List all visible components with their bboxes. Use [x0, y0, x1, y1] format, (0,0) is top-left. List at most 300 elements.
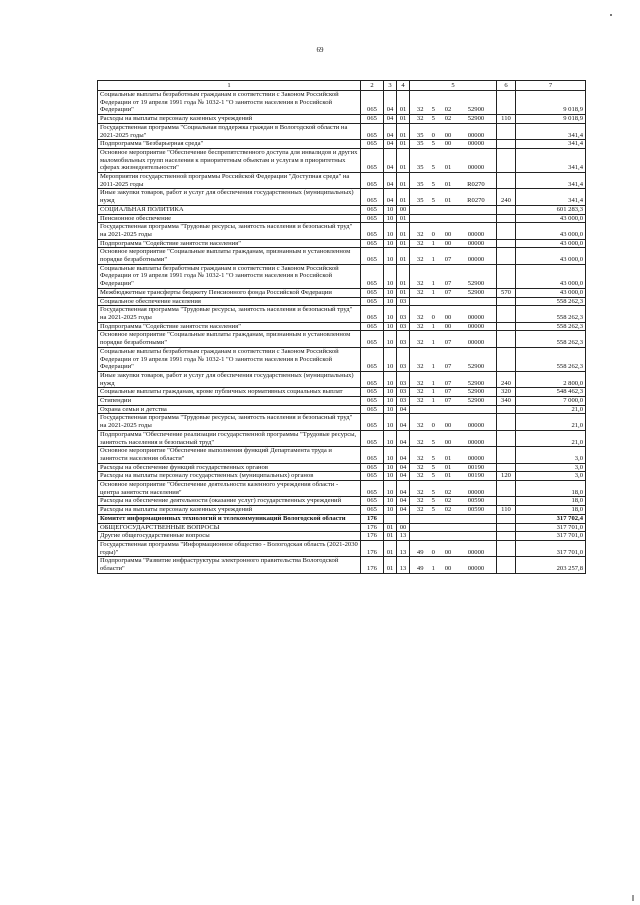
program-code-part: 5: [431, 463, 435, 471]
row-program-code: [410, 463, 497, 472]
row-ministry-code: 065: [361, 347, 384, 371]
row-amount: 43 000,0: [516, 214, 586, 223]
row-program-code: [410, 91, 497, 115]
scan-mark: [632, 895, 634, 901]
row-program-code: [410, 115, 497, 124]
program-code-part: 5: [431, 197, 435, 205]
row-program-code: [410, 481, 497, 497]
row-program-code: [410, 472, 497, 481]
program-code-part: 35: [416, 131, 424, 139]
row-name: Расходы на выплаты персоналу казенных учреждений: [98, 506, 361, 515]
row-ministry-code: 065: [361, 123, 384, 139]
row-section-code: 10: [384, 405, 397, 414]
program-code-part: 07: [444, 397, 452, 405]
row-amount: 601 283,3: [516, 205, 586, 214]
program-code-part: 32: [416, 363, 424, 371]
row-amount: 21,0: [516, 414, 586, 430]
row-section-code: 01: [384, 540, 397, 556]
row-amount: 341,4: [516, 148, 586, 172]
table-row: [98, 532, 586, 541]
row-ministry-code: 176: [361, 514, 384, 523]
row-amount: 341,4: [516, 173, 586, 189]
row-expense-type: [497, 405, 516, 414]
row-ministry-code: 176: [361, 532, 384, 541]
program-code-part: 1: [431, 280, 435, 288]
row-ministry-code: 065: [361, 223, 384, 239]
header-cell: 3: [384, 81, 397, 91]
row-subsection-code: 01: [397, 223, 410, 239]
row-ministry-code: 065: [361, 189, 384, 205]
row-name: Социальные выплаты безработным гражданам в соответствии с Законом Российской Федерации от 19 апреля 1991 года № 1032-1 "О занятости населения в Российской Федерации": [98, 264, 361, 288]
row-section-code: 10: [384, 472, 397, 481]
program-code-part: 01: [444, 472, 452, 480]
row-name: Подпрограмма "Содействие занятости населения": [98, 322, 361, 331]
row-expense-type: [497, 223, 516, 239]
program-code-part: 32: [416, 115, 424, 123]
program-code-part: 02: [444, 115, 452, 123]
program-code-part: 1: [431, 388, 435, 396]
program-code-part: 32: [416, 422, 424, 430]
row-subsection-code: 03: [397, 347, 410, 371]
row-amount: 558 262,3: [516, 331, 586, 347]
program-code-part: 32: [416, 472, 424, 480]
row-expense-type: 570: [497, 288, 516, 297]
row-name: Иные закупки товаров, работ и услуг для обеспечения государственных (муниципальных) нужд: [98, 189, 361, 205]
program-code-part: 32: [416, 463, 424, 471]
row-section-code: 10: [384, 414, 397, 430]
row-ministry-code: 065: [361, 506, 384, 515]
header-cell: 2: [361, 81, 384, 91]
row-name: Социальные выплаты гражданам, кроме публичных нормативных социальных выплат: [98, 388, 361, 397]
program-code-part: 01: [444, 164, 452, 172]
row-amount: 2 800,0: [516, 371, 586, 387]
row-expense-type: [497, 532, 516, 541]
row-amount: 43 000,0: [516, 288, 586, 297]
row-expense-type: [497, 322, 516, 331]
program-code-part: 07: [444, 256, 452, 264]
row-name: Межбюджетные трансферты бюджету Пенсионного фонда Российской Федерации: [98, 288, 361, 297]
program-code-part: 00000: [467, 454, 485, 462]
row-subsection-code: 01: [397, 123, 410, 139]
row-expense-type: 340: [497, 397, 516, 406]
row-section-code: 10: [384, 264, 397, 288]
row-subsection-code: 01: [397, 173, 410, 189]
program-code-part: 00: [444, 548, 452, 556]
table-row: [98, 497, 586, 506]
row-amount: 9 018,9: [516, 91, 586, 115]
row-name: Государственная программа "Информационное общество - Вологодская область (2021-2030 годы)": [98, 540, 361, 556]
program-code-part: 1: [431, 256, 435, 264]
row-name: Государственная программа "Трудовые ресурсы, занятость населения и безопасный труд" на 2021-2025 годы: [98, 223, 361, 239]
program-code-part: 52900: [467, 106, 485, 114]
row-program-code: [410, 322, 497, 331]
row-expense-type: [497, 214, 516, 223]
program-code-part: 1: [431, 363, 435, 371]
program-code-part: 35: [416, 197, 424, 205]
table-row: [98, 405, 586, 414]
program-code-part: 0: [431, 313, 435, 321]
row-amount: 317 701,0: [516, 532, 586, 541]
row-amount: 43 000,0: [516, 239, 586, 248]
row-section-code: 10: [384, 331, 397, 347]
table-row: [98, 91, 586, 115]
program-code-part: 35: [416, 180, 424, 188]
row-name: Социальные выплаты безработным гражданам в соответствии с Законом Российской Федерации от 19 апреля 1991 года № 1032-1 "О занятости населения в Российской Федерации": [98, 91, 361, 115]
program-code-part: 5: [431, 497, 435, 505]
row-amount: 558 262,3: [516, 297, 586, 306]
table-row: [98, 430, 586, 446]
program-code-part: 32: [416, 280, 424, 288]
program-code-part: 5: [431, 472, 435, 480]
program-code-part: 00000: [467, 256, 485, 264]
row-expense-type: [497, 414, 516, 430]
row-name: Основное мероприятие "Обеспечение выполнения функций Департамента труда и занятости населения области": [98, 447, 361, 463]
program-code-part: 00000: [467, 339, 485, 347]
program-code-part: 02: [444, 506, 452, 514]
program-code-part: 1: [431, 565, 435, 573]
program-code-part: 5: [431, 164, 435, 172]
row-subsection-code: 13: [397, 540, 410, 556]
row-section-code: 01: [384, 557, 397, 573]
table-row: [98, 481, 586, 497]
row-ministry-code: 176: [361, 523, 384, 532]
row-ministry-code: 065: [361, 463, 384, 472]
row-ministry-code: 065: [361, 497, 384, 506]
program-code-part: 00: [444, 438, 452, 446]
row-program-code: [410, 223, 497, 239]
row-subsection-code: [397, 514, 410, 523]
row-program-code: [410, 397, 497, 406]
row-section-code: 10: [384, 388, 397, 397]
row-ministry-code: 065: [361, 91, 384, 115]
row-subsection-code: 01: [397, 91, 410, 115]
program-code-part: 00000: [467, 548, 485, 556]
row-ministry-code: 065: [361, 173, 384, 189]
row-program-code: [410, 447, 497, 463]
row-program-code: [410, 189, 497, 205]
row-name: Государственная программа "Трудовые ресурсы, занятость населения и безопасный труд" на 2021-2025 годы: [98, 306, 361, 322]
row-subsection-code: 04: [397, 430, 410, 446]
program-code-part: 5: [431, 180, 435, 188]
row-ministry-code: 065: [361, 388, 384, 397]
row-ministry-code: 065: [361, 297, 384, 306]
row-section-code: 04: [384, 189, 397, 205]
row-ministry-code: 065: [361, 472, 384, 481]
row-subsection-code: 04: [397, 497, 410, 506]
row-name: Основное мероприятие "Обеспечение беспрепятственного доступа для инвалидов и других маломобильных групп населения к приоритетным объектам и услугам в приоритетных сферах жизнедеятельности": [98, 148, 361, 172]
program-code-part: 32: [416, 497, 424, 505]
row-subsection-code: 01: [397, 288, 410, 297]
row-program-code: [410, 173, 497, 189]
row-ministry-code: 065: [361, 447, 384, 463]
row-subsection-code: 01: [397, 140, 410, 149]
row-program-code: [410, 239, 497, 248]
row-expense-type: [497, 331, 516, 347]
row-program-code: [410, 405, 497, 414]
row-program-code: [410, 264, 497, 288]
program-code-part: 52900: [467, 388, 485, 396]
table-row: [98, 205, 586, 214]
row-section-code: 04: [384, 173, 397, 189]
program-code-part: 49: [416, 565, 424, 573]
table-row: [98, 347, 586, 371]
row-expense-type: 240: [497, 189, 516, 205]
row-program-code: [410, 388, 497, 397]
row-subsection-code: 01: [397, 214, 410, 223]
row-name: Основное мероприятие "Социальные выплаты гражданам, признанным в установленном порядке безработными": [98, 331, 361, 347]
row-ministry-code: 065: [361, 239, 384, 248]
row-section-code: 10: [384, 397, 397, 406]
row-name: Стипендии: [98, 397, 361, 406]
row-amount: 317 701,0: [516, 540, 586, 556]
row-amount: 3,0: [516, 472, 586, 481]
program-code-part: 02: [444, 488, 452, 496]
row-amount: 341,4: [516, 140, 586, 149]
program-code-part: 1: [431, 379, 435, 387]
program-code-part: 00000: [467, 131, 485, 139]
program-code-part: 00000: [467, 313, 485, 321]
program-code-part: 00590: [467, 497, 485, 505]
budget-table: [97, 80, 586, 574]
program-code-part: 02: [444, 497, 452, 505]
row-expense-type: 120: [497, 472, 516, 481]
table-row: [98, 297, 586, 306]
row-subsection-code: 03: [397, 297, 410, 306]
row-subsection-code: 04: [397, 447, 410, 463]
program-code-part: 00: [444, 140, 452, 148]
table-row: [98, 371, 586, 387]
program-code-part: 52900: [467, 115, 485, 123]
row-amount: 43 000,0: [516, 264, 586, 288]
row-program-code: [410, 297, 497, 306]
row-expense-type: [497, 297, 516, 306]
row-expense-type: [497, 481, 516, 497]
program-code-part: 52900: [467, 397, 485, 405]
row-name: Мероприятия государственной программы Российской Федерации "Доступная среда" на 2011-2025 годы: [98, 173, 361, 189]
row-name: Социальные выплаты безработным гражданам в соответствии с Законом Российской Федерации от 19 апреля 1991 года № 1032-1 "О занятости населения в Российской Федерации": [98, 347, 361, 371]
row-ministry-code: 065: [361, 481, 384, 497]
program-code-part: 32: [416, 322, 424, 330]
row-program-code: [410, 214, 497, 223]
row-ministry-code: 065: [361, 214, 384, 223]
program-code-part: 5: [431, 506, 435, 514]
row-expense-type: [497, 205, 516, 214]
row-subsection-code: 03: [397, 331, 410, 347]
row-ministry-code: 065: [361, 414, 384, 430]
program-code-part: 00: [444, 131, 452, 139]
row-expense-type: [497, 540, 516, 556]
row-program-code: [410, 248, 497, 264]
table-row: [98, 388, 586, 397]
row-expense-type: [497, 123, 516, 139]
program-code-part: 00000: [467, 438, 485, 446]
program-code-part: 32: [416, 488, 424, 496]
row-ministry-code: 065: [361, 322, 384, 331]
row-section-code: 10: [384, 239, 397, 248]
row-ministry-code: 065: [361, 248, 384, 264]
row-expense-type: [497, 140, 516, 149]
row-section-code: 10: [384, 371, 397, 387]
row-expense-type: [497, 514, 516, 523]
row-amount: 7 000,0: [516, 397, 586, 406]
program-code-part: 0: [431, 422, 435, 430]
table-row: [98, 514, 586, 523]
row-subsection-code: 01: [397, 115, 410, 124]
row-name: Государственная программа "Трудовые ресурсы, занятость населения и безопасный труд" на 2021-2025 годы: [98, 414, 361, 430]
program-code-part: 00000: [467, 140, 485, 148]
row-program-code: [410, 371, 497, 387]
row-expense-type: [497, 430, 516, 446]
row-expense-type: [497, 463, 516, 472]
program-code-part: 5: [431, 438, 435, 446]
row-expense-type: 110: [497, 506, 516, 515]
row-name: Государственная программа "Социальная поддержка граждан в Вологодской области на 2021-2025 годы": [98, 123, 361, 139]
row-section-code: 01: [384, 523, 397, 532]
table-row: [98, 447, 586, 463]
program-code-part: 07: [444, 280, 452, 288]
row-section-code: 10: [384, 430, 397, 446]
row-section-code: 10: [384, 248, 397, 264]
row-ministry-code: 065: [361, 371, 384, 387]
program-code-part: 01: [444, 454, 452, 462]
row-name: Расходы на выплаты персоналу государственных (муниципальных) органов: [98, 472, 361, 481]
table-row: [98, 414, 586, 430]
row-section-code: 04: [384, 123, 397, 139]
row-subsection-code: 13: [397, 532, 410, 541]
program-code-part: 00000: [467, 230, 485, 238]
row-amount: 3,0: [516, 447, 586, 463]
row-subsection-code: 04: [397, 481, 410, 497]
row-name: Основное мероприятие "Социальные выплаты гражданам, признанным в установленном порядке безработными": [98, 248, 361, 264]
program-code-part: 1: [431, 239, 435, 247]
program-code-part: 00190: [467, 463, 485, 471]
program-code-part: 1: [431, 288, 435, 296]
row-amount: 203 257,8: [516, 557, 586, 573]
row-program-code: [410, 306, 497, 322]
program-code-part: 32: [416, 438, 424, 446]
row-ministry-code: 065: [361, 115, 384, 124]
row-name: Другие общегосударственные вопросы: [98, 532, 361, 541]
program-code-part: 52900: [467, 363, 485, 371]
row-expense-type: [497, 173, 516, 189]
row-amount: 317 702,4: [516, 514, 586, 523]
table-row: [98, 288, 586, 297]
table-row: [98, 463, 586, 472]
row-program-code: [410, 123, 497, 139]
row-amount: 43 000,0: [516, 248, 586, 264]
program-code-part: 32: [416, 506, 424, 514]
program-code-part: 49: [416, 548, 424, 556]
program-code-part: 32: [416, 313, 424, 321]
program-code-part: 32: [416, 454, 424, 462]
program-code-part: 32: [416, 106, 424, 114]
scan-mark: [610, 14, 612, 16]
row-expense-type: [497, 91, 516, 115]
program-code-part: 0: [431, 230, 435, 238]
program-code-part: 32: [416, 339, 424, 347]
row-section-code: 10: [384, 506, 397, 515]
row-expense-type: [497, 347, 516, 371]
row-section-code: 04: [384, 115, 397, 124]
row-expense-type: [497, 523, 516, 532]
table-row: [98, 140, 586, 149]
table-header: [98, 81, 586, 91]
program-code-part: 5: [431, 454, 435, 462]
row-name: Расходы на обеспечение деятельности (оказание услуг) государственных учреждений: [98, 497, 361, 506]
program-code-part: 5: [431, 488, 435, 496]
row-subsection-code: 00: [397, 205, 410, 214]
table-row: [98, 148, 586, 172]
program-code-part: 52900: [467, 280, 485, 288]
row-name: Подпрограмма "Содействие занятости населения": [98, 239, 361, 248]
table-row: [98, 306, 586, 322]
row-program-code: [410, 347, 497, 371]
program-code-part: 00000: [467, 565, 485, 573]
program-code-part: 00000: [467, 488, 485, 496]
table-row: [98, 540, 586, 556]
row-amount: 18,0: [516, 481, 586, 497]
row-ministry-code: 065: [361, 430, 384, 446]
program-code-part: 0: [431, 548, 435, 556]
row-expense-type: 320: [497, 388, 516, 397]
row-name: Подпрограмма "Развитие инфраструктуры электронного правительства Вологодской области": [98, 557, 361, 573]
row-subsection-code: 04: [397, 506, 410, 515]
program-code-part: 32: [416, 388, 424, 396]
row-amount: 18,0: [516, 506, 586, 515]
table-row: [98, 331, 586, 347]
program-code-part: 00590: [467, 506, 485, 514]
row-section-code: 10: [384, 297, 397, 306]
row-ministry-code: 065: [361, 264, 384, 288]
program-code-part: 5: [431, 106, 435, 114]
table-row: [98, 123, 586, 139]
program-code-part: 00: [444, 313, 452, 321]
row-program-code: [410, 288, 497, 297]
row-name: Подпрограмма "Обеспечение реализации государственной программы "Трудовые ресурсы, занятость населения и безопасный труд": [98, 430, 361, 446]
program-code-part: 32: [416, 288, 424, 296]
row-section-code: 10: [384, 322, 397, 331]
program-code-part: 07: [444, 363, 452, 371]
program-code-part: 00000: [467, 322, 485, 330]
program-code-part: 07: [444, 388, 452, 396]
program-code-part: R0270: [467, 197, 485, 205]
row-program-code: [410, 523, 497, 532]
row-subsection-code: 03: [397, 322, 410, 331]
row-name: Пенсионное обеспечение: [98, 214, 361, 223]
row-ministry-code: 176: [361, 557, 384, 573]
row-ministry-code: 176: [361, 540, 384, 556]
row-program-code: [410, 557, 497, 573]
row-section-code: [384, 514, 397, 523]
table-row: [98, 506, 586, 515]
row-amount: 548 462,3: [516, 388, 586, 397]
program-code-part: 1: [431, 322, 435, 330]
table-row: [98, 115, 586, 124]
row-program-code: [410, 430, 497, 446]
row-subsection-code: 03: [397, 306, 410, 322]
row-section-code: 10: [384, 497, 397, 506]
program-code-part: 00: [444, 322, 452, 330]
row-amount: 558 262,3: [516, 347, 586, 371]
row-subsection-code: 01: [397, 148, 410, 172]
program-code-part: 32: [416, 230, 424, 238]
row-program-code: [410, 140, 497, 149]
row-section-code: 04: [384, 140, 397, 149]
row-ministry-code: 065: [361, 331, 384, 347]
row-ministry-code: 065: [361, 306, 384, 322]
program-code-part: 52900: [467, 379, 485, 387]
row-subsection-code: 01: [397, 264, 410, 288]
